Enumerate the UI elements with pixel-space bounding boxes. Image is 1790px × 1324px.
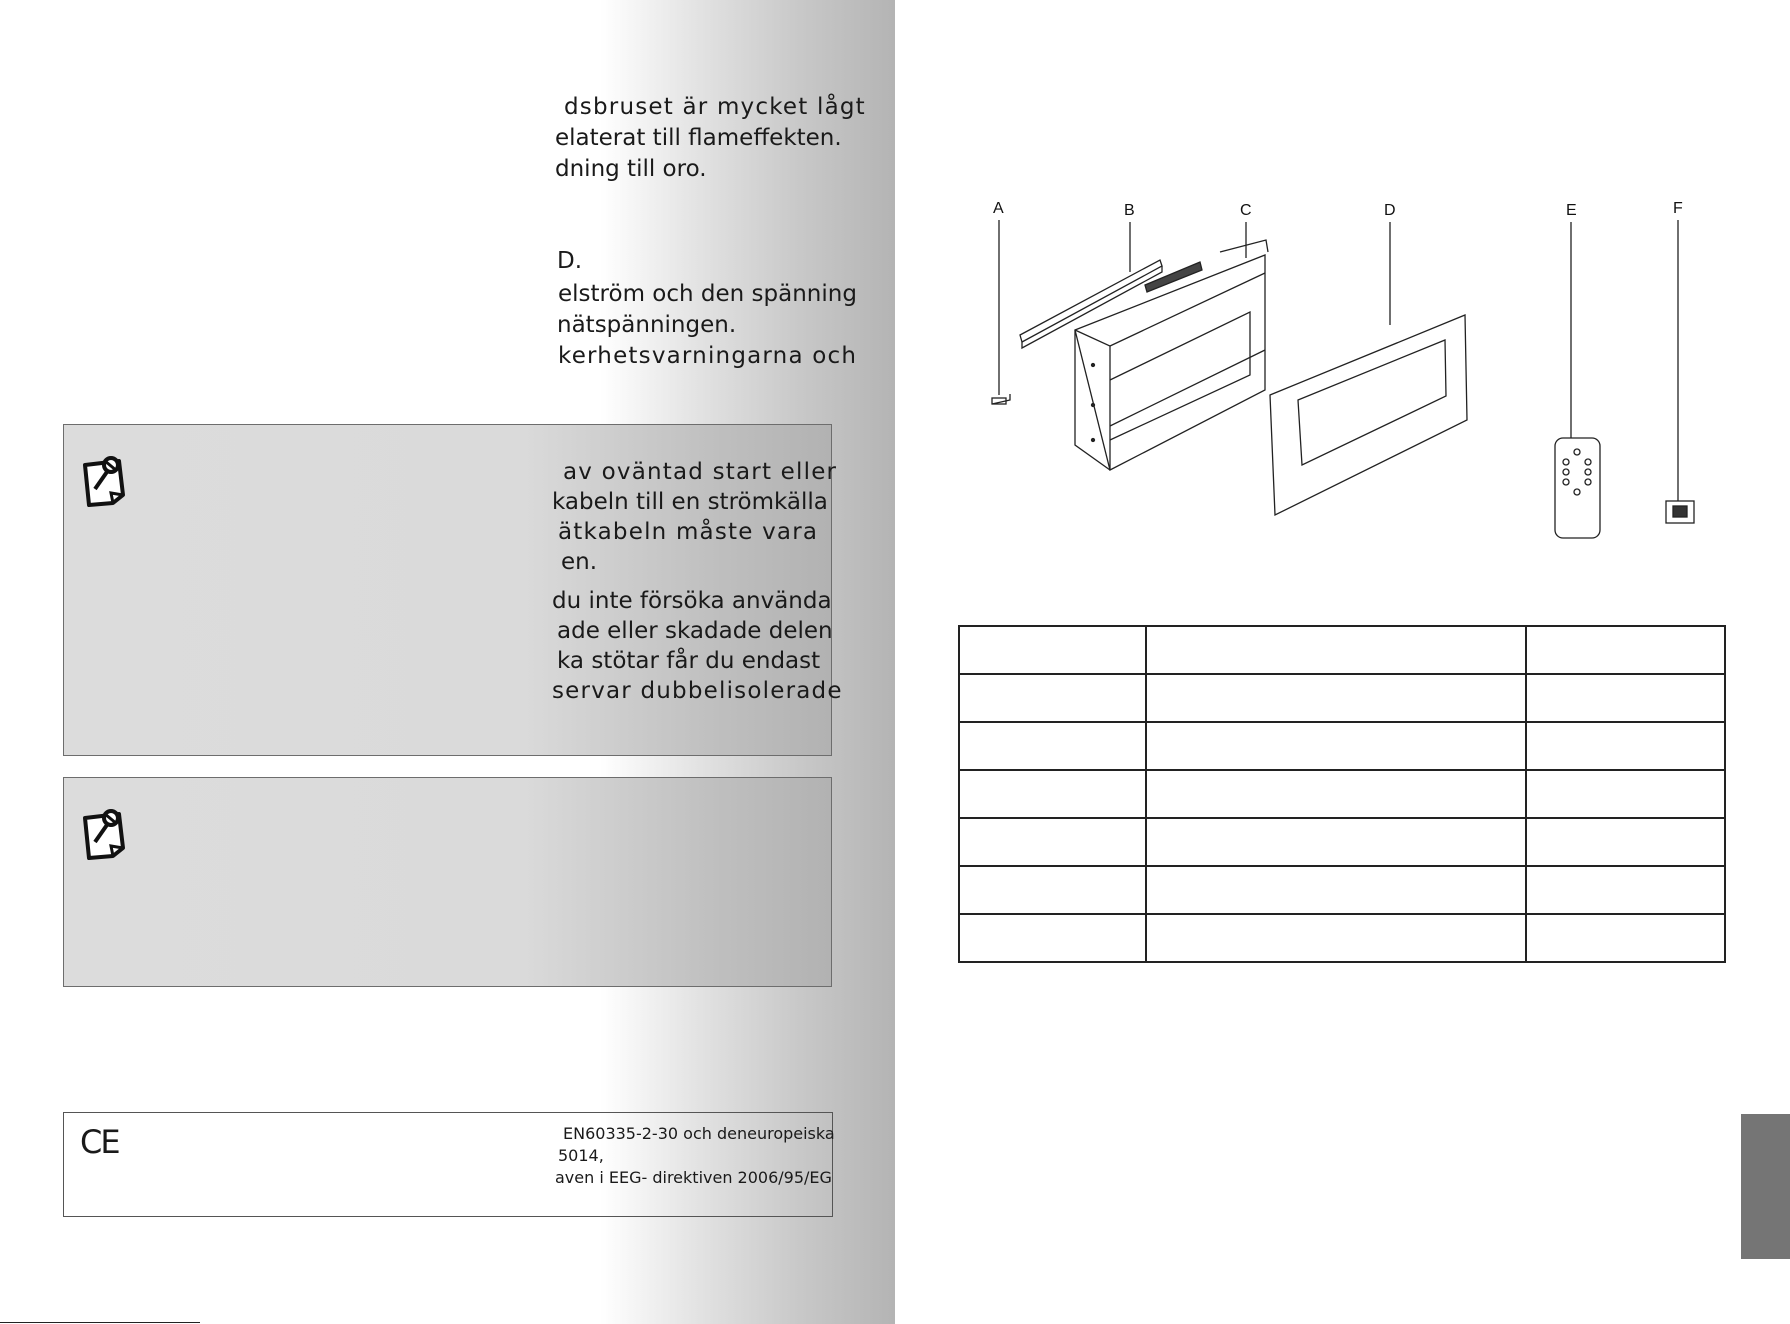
para2-line-2: elström och den spänning (558, 281, 857, 307)
note1-line-5: du inte försöka använda (552, 588, 832, 614)
para2-line-1: D. (557, 248, 583, 274)
ce-line-1: EN60335-2-30 och deneuropeiska (563, 1124, 835, 1143)
label-b: B (1124, 202, 1135, 219)
label-f: F (1673, 200, 1683, 217)
part-d-glass-panel (1270, 315, 1467, 515)
label-c: C (1240, 202, 1252, 219)
note1-line-1: av oväntad start eller (563, 459, 838, 485)
table-row (959, 914, 1725, 962)
part-a-bracket (992, 394, 1010, 404)
note-pin-icon (79, 804, 131, 862)
note1-line-3: ätkabeln måste vara (558, 519, 819, 545)
para2-line-4: kerhetsvarningarna och (558, 343, 858, 369)
table-header-row (959, 626, 1725, 674)
part-f-accessory (1666, 501, 1694, 523)
ce-line-2: 5014, (558, 1146, 604, 1165)
page-thumb-tab (1741, 1114, 1790, 1259)
label-a: A (993, 200, 1004, 217)
parts-list-table (958, 625, 1726, 963)
ce-line-3: aven i EEG- direktiven 2006/95/EG (555, 1168, 832, 1187)
ce-mark: CE (80, 1123, 119, 1161)
ce-compliance-box (63, 1112, 833, 1217)
part-c-fireplace-body (1075, 240, 1268, 470)
note1-line-6: ade eller skadade delen (557, 618, 833, 644)
warning-note-box-2 (63, 777, 832, 987)
note1-line-7: ka stötar får du endast (557, 648, 821, 674)
note-pin-icon (79, 451, 131, 509)
parts-exploded-diagram (970, 190, 1710, 550)
note1-line-2: kabeln till en strömkälla (552, 489, 828, 515)
table-row (959, 818, 1725, 866)
footnote-rule (0, 1322, 200, 1323)
para1-line-1: dsbruset är mycket lågt (564, 94, 866, 120)
para1-line-2: elaterat till flameffekten. (555, 125, 842, 151)
label-d: D (1384, 202, 1396, 219)
warning-note-box-1 (63, 424, 843, 756)
table-row (959, 674, 1725, 722)
table-row (959, 770, 1725, 818)
para1-line-3: dning till oro. (555, 156, 707, 182)
table-row (959, 722, 1725, 770)
note1-line-4: en. (561, 549, 598, 575)
table-row (959, 866, 1725, 914)
note1-line-8: servar dubbelisolerade (552, 678, 843, 704)
label-e: E (1566, 202, 1577, 219)
para2-line-3: nätspänningen. (557, 312, 737, 338)
part-e-remote (1555, 438, 1600, 538)
